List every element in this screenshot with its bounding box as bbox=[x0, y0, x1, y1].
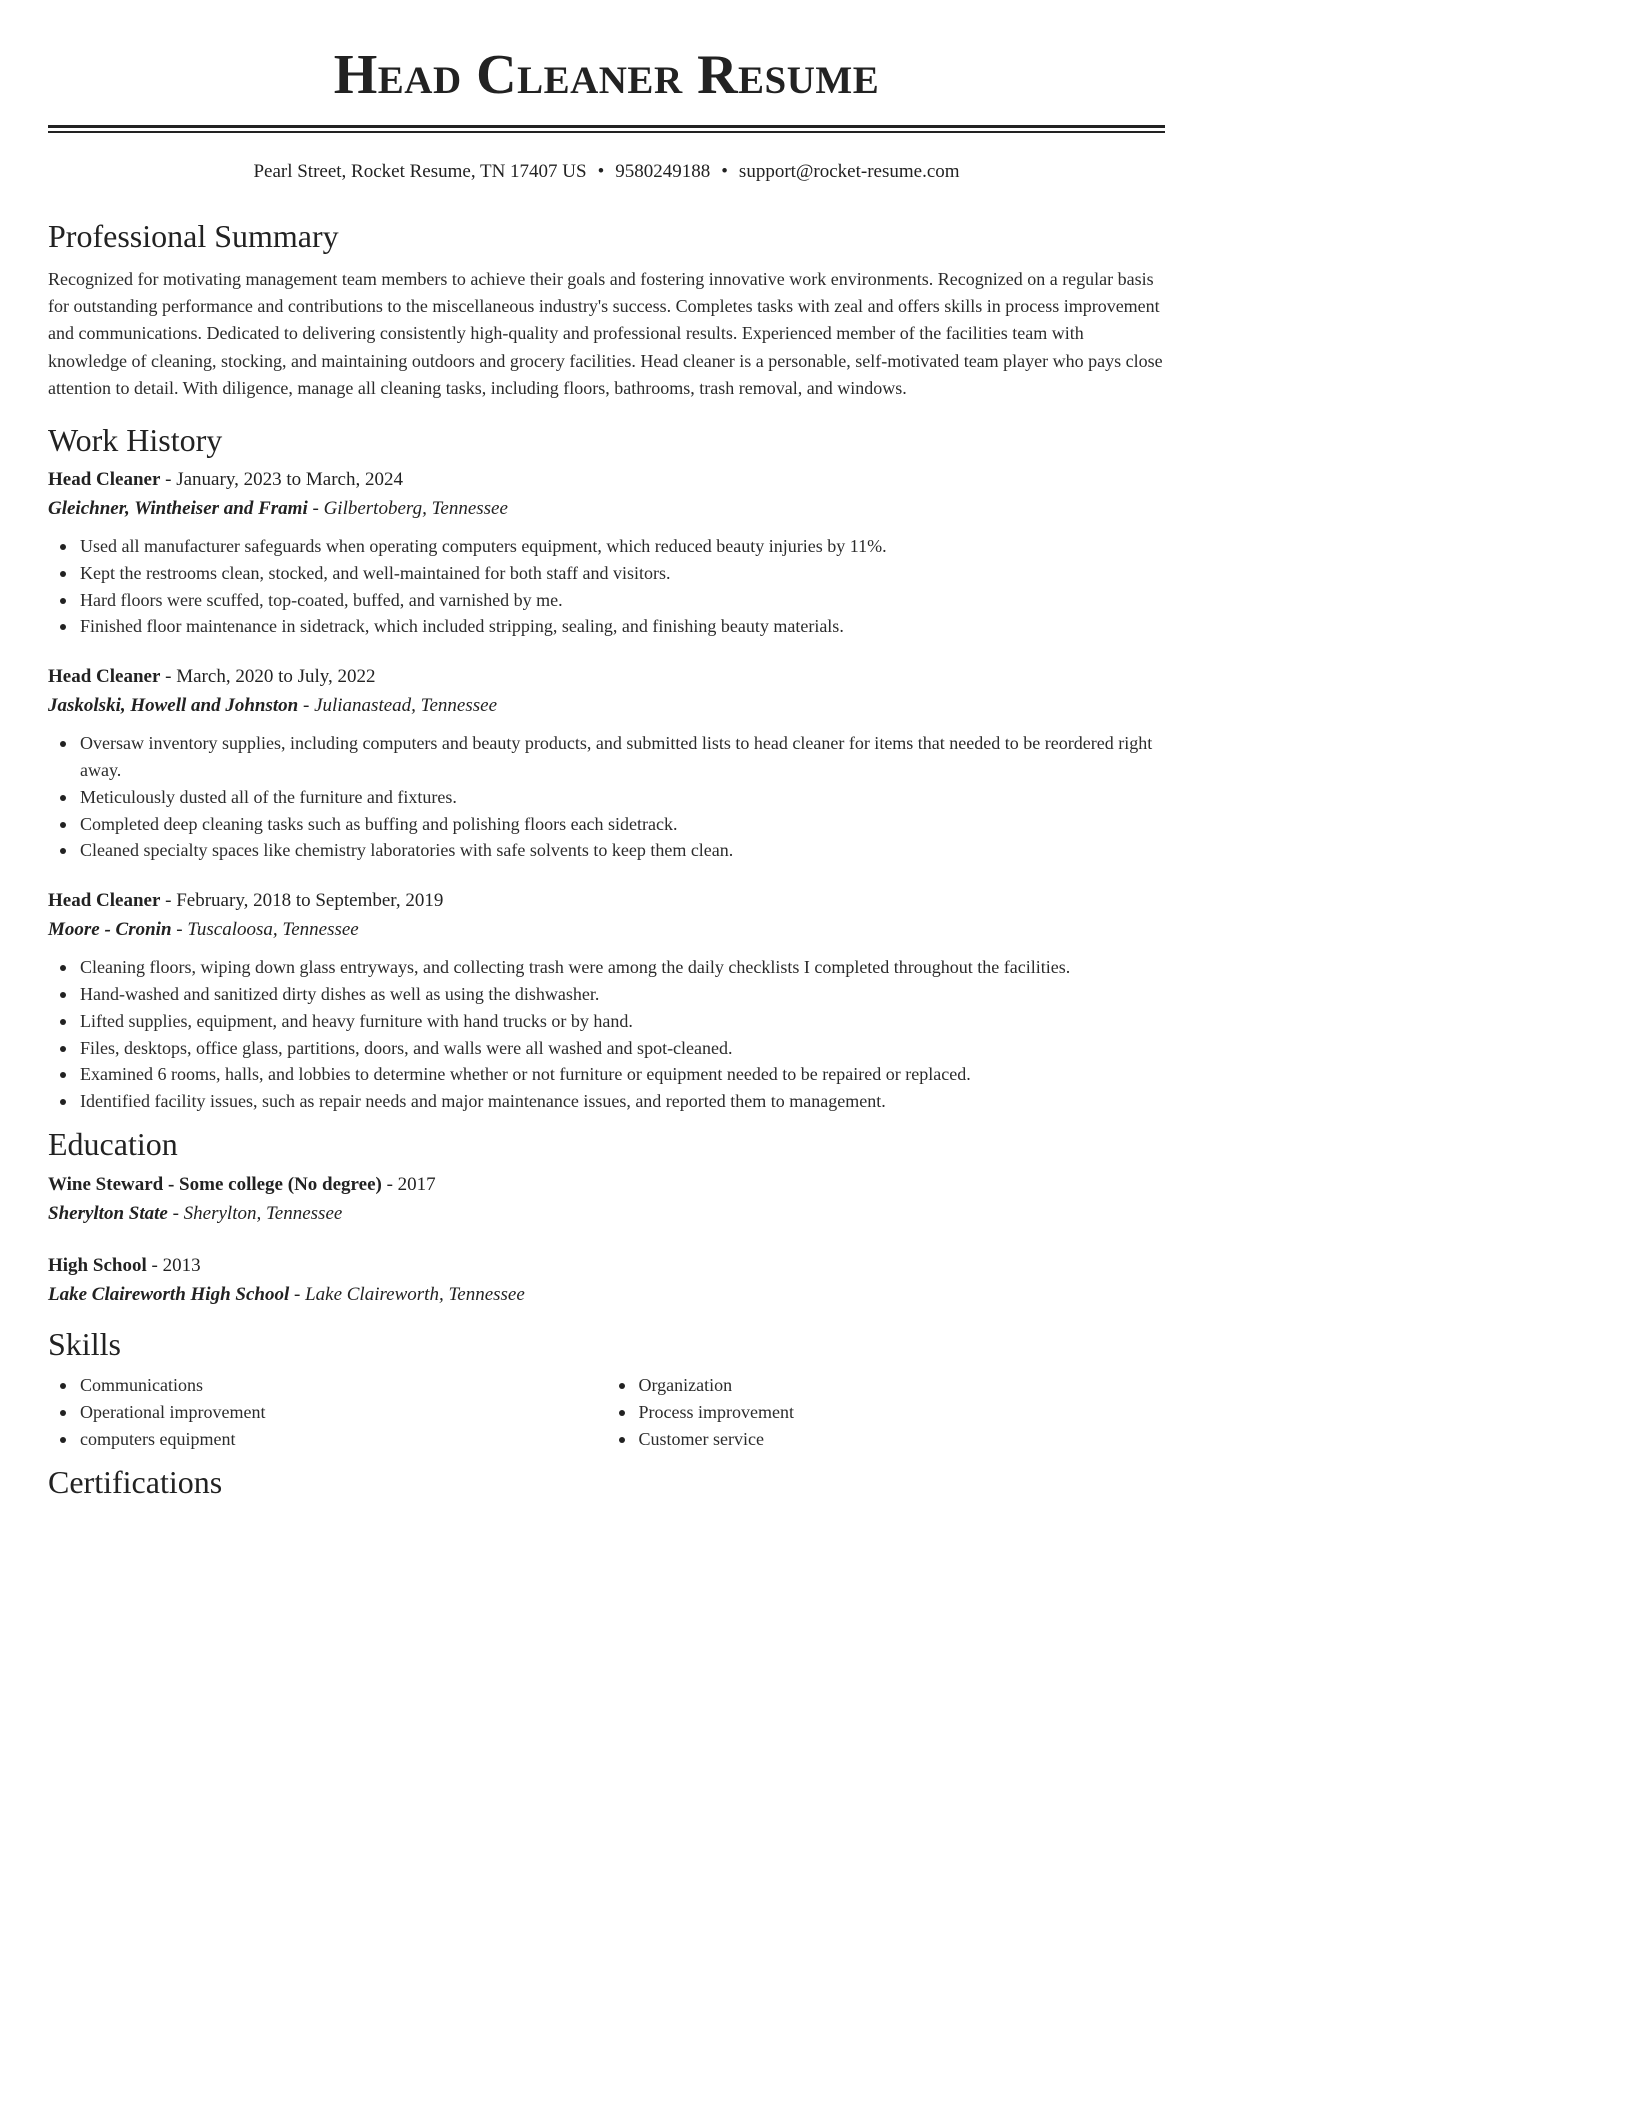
job-title-line: Head Cleaner - February, 2018 to September, 2019 bbox=[48, 890, 444, 912]
job-dates: February, 2018 to September, 2019 bbox=[176, 890, 444, 912]
skill-item: Customer service bbox=[639, 1426, 1166, 1453]
skill-item: Communications bbox=[80, 1372, 607, 1399]
job-company: Moore - Cronin bbox=[48, 919, 172, 941]
list-item: Hard floors were scuffed, top-coated, buffed, and varnished by me. bbox=[80, 587, 1165, 614]
list-item: Examined 6 rooms, halls, and lobbies to determine whether or not furniture or equipment needed to be repaired or replaced. bbox=[80, 1061, 1165, 1088]
job-company-line: Moore - Cronin - Tuscaloosa, Tennessee bbox=[48, 919, 359, 941]
skills-grid bbox=[48, 1372, 1165, 1452]
contact-separator: • bbox=[721, 161, 728, 182]
education-year: 2013 bbox=[162, 1254, 201, 1276]
job-entry bbox=[48, 887, 1165, 1115]
job-location: Tuscaloosa, Tennessee bbox=[187, 919, 359, 941]
education-degree-line: High School - 2013 bbox=[48, 1254, 201, 1276]
section-heading-certifications: Certifications bbox=[48, 1464, 223, 1501]
list-item: Files, desktops, office glass, partitions, doors, and walls were all washed and spot-cleaned. bbox=[80, 1035, 1165, 1062]
list-item: Kept the restrooms clean, stocked, and well-maintained for both staff and visitors. bbox=[80, 560, 1165, 587]
job-title: Head Cleaner bbox=[48, 890, 161, 912]
contact-address: Pearl Street, Rocket Resume, TN 17407 US bbox=[253, 161, 587, 182]
contact-line bbox=[48, 160, 1165, 184]
list-item: Completed deep cleaning tasks such as buffing and polishing floors each sidetrack. bbox=[80, 811, 1165, 838]
education-year: 2017 bbox=[397, 1173, 436, 1195]
section-heading-work-history: Work History bbox=[48, 422, 223, 459]
job-entry bbox=[48, 663, 1165, 864]
job-location: Gilbertoberg, Tennessee bbox=[323, 498, 508, 520]
education-entry bbox=[48, 1252, 1165, 1309]
education-degree: Wine Steward - Some college (No degree) bbox=[48, 1173, 382, 1195]
education-location: Sherylton, Tennessee bbox=[183, 1202, 343, 1224]
list-item: Cleaning floors, wiping down glass entryways, and collecting trash were among the daily checklists I completed throughout the facilities. bbox=[80, 954, 1165, 981]
resume-page bbox=[48, 0, 1165, 1502]
education-location: Lake Claireworth, Tennessee bbox=[305, 1283, 525, 1305]
list-item: Hand-washed and sanitized dirty dishes as well as using the dishwasher. bbox=[80, 981, 1165, 1008]
education-degree-line: Wine Steward - Some college (No degree) - 2017 bbox=[48, 1173, 436, 1195]
skill-item: Operational improvement bbox=[80, 1399, 607, 1426]
list-item: Finished floor maintenance in sidetrack, which included stripping, sealing, and finishing beauty materials. bbox=[80, 613, 1165, 640]
job-title-line: Head Cleaner - March, 2020 to July, 2022 bbox=[48, 666, 376, 688]
list-item: Cleaned specialty spaces like chemistry laboratories with safe solvents to keep them clean. bbox=[80, 837, 1165, 864]
job-title-line: Head Cleaner - January, 2023 to March, 2024 bbox=[48, 469, 403, 491]
title-divider-thin bbox=[48, 131, 1165, 133]
contact-phone: 9580249188 bbox=[615, 161, 711, 182]
skill-item: Process improvement bbox=[639, 1399, 1166, 1426]
section-heading-education: Education bbox=[48, 1125, 178, 1162]
education-school-line: Sherylton State - Sherylton, Tennessee bbox=[48, 1202, 343, 1224]
job-company: Jaskolski, Howell and Johnston bbox=[48, 695, 299, 717]
job-dates: January, 2023 to March, 2024 bbox=[176, 469, 403, 491]
education-school-line: Lake Claireworth High School - Lake Claireworth, Tennessee bbox=[48, 1283, 525, 1305]
list-item: Meticulously dusted all of the furniture and fixtures. bbox=[80, 784, 1165, 811]
section-heading-skills: Skills bbox=[48, 1325, 121, 1362]
job-company: Gleichner, Wintheiser and Frami bbox=[48, 498, 308, 520]
contact-email: support@rocket-resume.com bbox=[738, 161, 960, 182]
job-bullets bbox=[48, 533, 1165, 640]
job-bullets bbox=[48, 730, 1165, 864]
job-entry bbox=[48, 466, 1165, 640]
list-item: Oversaw inventory supplies, including computers and beauty products, and submitted lists to head cleaner for items that needed to be reordered right away. bbox=[80, 730, 1165, 784]
skill-item: Organization bbox=[639, 1372, 1166, 1399]
skill-item: computers equipment bbox=[80, 1426, 607, 1453]
job-dates: March, 2020 to July, 2022 bbox=[176, 666, 376, 688]
skills-column-right bbox=[607, 1372, 1166, 1452]
education-degree: High School bbox=[48, 1254, 147, 1276]
list-item: Lifted supplies, equipment, and heavy furniture with hand trucks or by hand. bbox=[80, 1008, 1165, 1035]
education-school: Sherylton State bbox=[48, 1202, 168, 1224]
job-title: Head Cleaner bbox=[48, 469, 161, 491]
list-item: Identified facility issues, such as repair needs and major maintenance issues, and reported them to management. bbox=[80, 1088, 1165, 1115]
skills-column-left bbox=[48, 1372, 607, 1452]
section-heading-summary: Professional Summary bbox=[48, 218, 339, 254]
job-bullets bbox=[48, 954, 1165, 1115]
summary-text: Recognized for motivating management team members to achieve their goals and fostering innovative work environments. Recognized on a regular basis for outstanding performance and contributions to the miscellaneous industry's success. Completes tasks with zeal and offers skills in process improvement and communications. Dedicated to delivering consistently high-quality and professional results. Experienced member of the facilities team with knowledge of cleaning, stocking, and maintaining outdoors and grocery facilities. Head cleaner is a personable, self-motivated team player who pays close attention to detail. With diligence, manage all cleaning tasks, including floors, bathrooms, trash removal, and windows. bbox=[48, 269, 1163, 398]
education-school: Lake Claireworth High School bbox=[48, 1283, 290, 1305]
list-item: Used all manufacturer safeguards when operating computers equipment, which reduced beauty injuries by 11%. bbox=[80, 533, 1165, 560]
job-company-line: Gleichner, Wintheiser and Frami - Gilbertoberg, Tennessee bbox=[48, 498, 508, 520]
job-company-line: Jaskolski, Howell and Johnston - Julianastead, Tennessee bbox=[48, 695, 498, 717]
resume-title: Head Cleaner Resume bbox=[333, 44, 880, 106]
job-location: Julianastead, Tennessee bbox=[314, 695, 498, 717]
contact-separator: • bbox=[597, 161, 605, 182]
education-entry bbox=[48, 1171, 1165, 1228]
job-title: Head Cleaner bbox=[48, 666, 161, 688]
